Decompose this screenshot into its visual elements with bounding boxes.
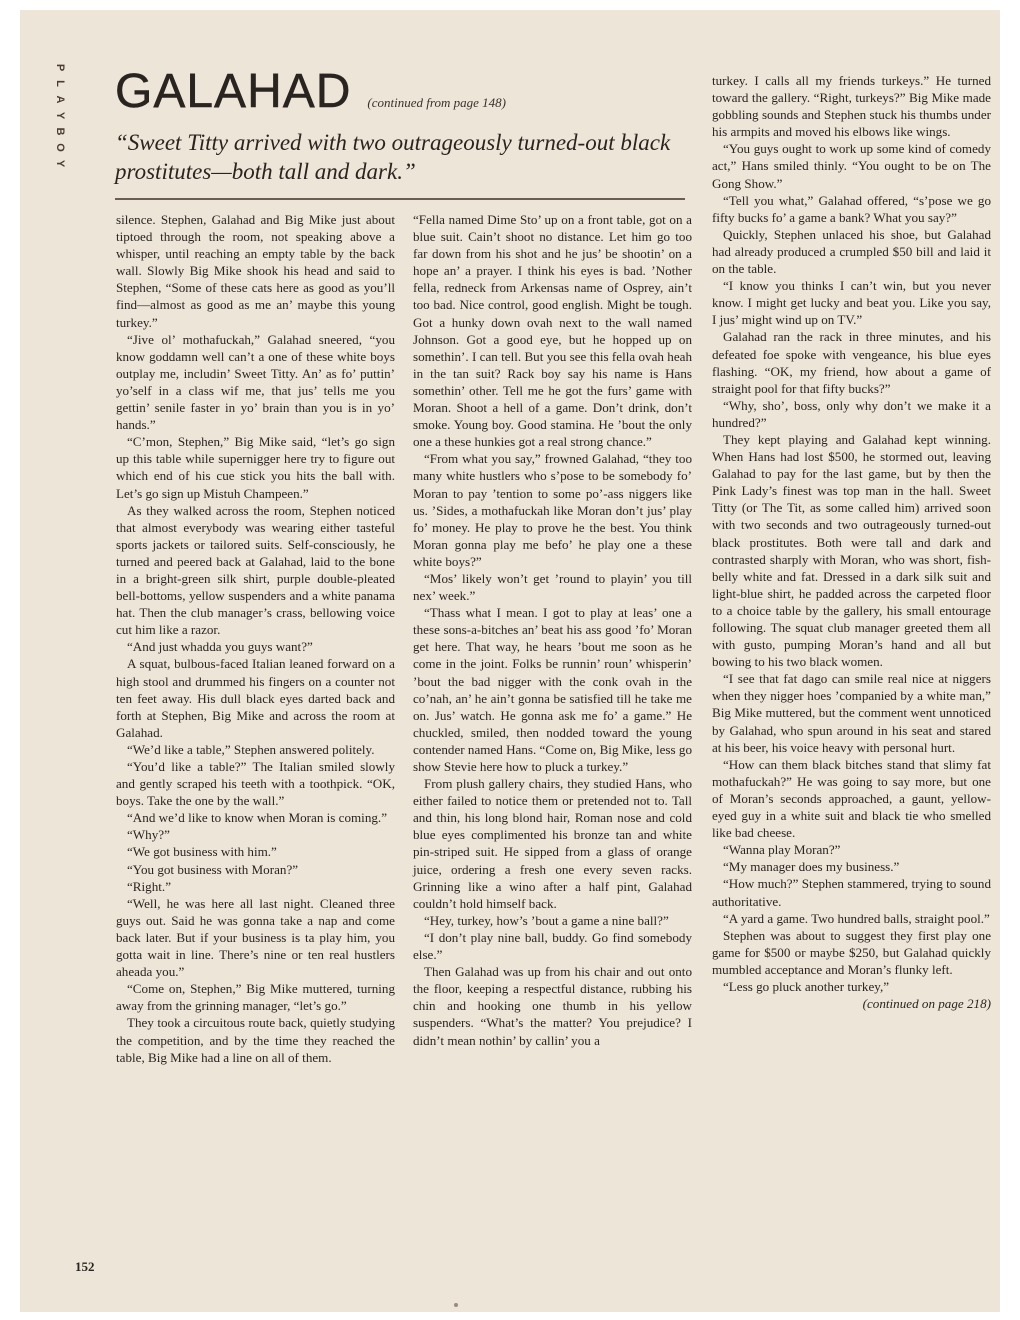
article-paragraph: “Less go pluck another turkey,” bbox=[723, 978, 890, 994]
article-paragraph: turkey. I calls all my friends turkeys.” He turned toward the gallery. “Right, turkeys?” Big Mike made gobbling sounds and Stephen stuck his thumbs under his armpits and moved his elbows like wings. bbox=[712, 73, 991, 140]
article-paragraph: “Fella named Dime Sto’ up on a front table, got on a blue suit. Cain’t shoot no distance. Let him go too far down from his shot and he jus’ be shootin’ on a hope an’ a prayer. I think his eyes is bad. ’Nother fella, redneck from Arkensas name of Osprey, ain’t too bad. Nice control, good english. Might be tough. Got a hunky down ovah next to the wall named Johnson. Got a good eye, but he hopped up on somethin’. I can tell. But you see this fella ovah heah in the tan suit? Rack boy say his name is Hans somethin’ other. Tell me he got the furs’ game with Moran. Shoot a hell of a game. Don’t drink, don’t smoke. Young boy. Good stamina. He ’bout the only one a these hunkies got a real strong chance.” bbox=[413, 212, 692, 450]
pull-quote: “Sweet Titty arrived with two outrageously turned-out black prostitutes—both tall and dark.” bbox=[115, 130, 671, 184]
article-paragraph: Stephen was about to suggest they first play one game for $500 or maybe $250, but Galahad quickly mumbled acceptance and Moran’s flunky left. bbox=[712, 927, 991, 977]
article-paragraph: “We’d like a table,” Stephen answered politely. bbox=[127, 741, 375, 757]
article-paragraph: “Hey, turkey, how’s ’bout a game a nine ball?” bbox=[424, 912, 669, 928]
article-title: GALAHAD bbox=[115, 65, 352, 118]
text-column-2 bbox=[413, 211, 692, 1049]
page-number: 152 bbox=[75, 1259, 95, 1274]
article-paragraph: Quickly, Stephen unlaced his shoe, but Galahad had already produced a crumpled $50 bill and laid it on the table. bbox=[712, 226, 991, 277]
article-paragraph: “Tell you what,” Galahad offered, “s’pose we go fifty bucks fo’ a game a bank? What you say?” bbox=[712, 192, 991, 225]
header-divider bbox=[115, 198, 685, 200]
article-paragraph: Galahad ran the rack in three minutes, and his defeated foe spoke with vengeance, his blue eyes flashing. “OK, my friend, how about a game of straight pool for that fifty bucks?” bbox=[712, 329, 991, 396]
article-paragraph: “Come on, Stephen,” Big Mike muttered, turning away from the grinning manager, “let’s go.” bbox=[116, 981, 395, 1014]
article-paragraph: “How can them black bitches stand that slimy fat mothafuckah?” He was going to say more, but one of Moran’s seconds approached, a gaunt, yellow-eyed guy in a white suit and black tie who smelled like bad cheese. bbox=[712, 756, 991, 841]
vertical-letter: Y bbox=[54, 159, 66, 169]
article-paragraph: “C’mon, Stephen,” Big Mike said, “let’s go sign up this table while supernigger here try to figure out which end of his cue stick you hits the ball with. Let’s go sign up Mistuh Champeen.” bbox=[116, 434, 395, 501]
article-paragraph: “You got business with Moran?” bbox=[127, 861, 299, 877]
article-paragraph: “Well, he was here all last night. Cleaned three guys out. Said he was gonna take a nap and come back later. But if your business is ta play him, you gotta wait in line. There’s nine or ten real hustlers aheada you.” bbox=[116, 895, 395, 980]
article-paragraph: “I see that fat dago can smile real nice at niggers when they nigger hoes ’companied by a white man,” Big Mike muttered, but the comment went unnoticed by Galahad, who spun around in his seat and stared at his beer, his voice heavy with personal hurt. bbox=[712, 671, 991, 755]
article-paragraph: “We got business with him.” bbox=[127, 844, 277, 860]
vertical-letter: O bbox=[54, 143, 66, 153]
article-paragraph: “How much?” Stephen stammered, trying to sound authoritative. bbox=[712, 876, 991, 909]
article-paragraph: “You’d like a table?” The Italian smiled slowly and gently scraped his teeth with a toothpick. “OK, boys. Take the one by the wall.” bbox=[116, 759, 395, 809]
article-paragraph: “And we’d like to know when Moran is coming.” bbox=[127, 810, 388, 826]
article-paragraph: A squat, bulbous-faced Italian leaned forward on a high stool and drummed his fingers on a counter not ten feet away. His dull black eyes darted back and forth at Stephen, Big Mike and across the room at Galahad. bbox=[116, 656, 395, 740]
vertical-letter: A bbox=[54, 95, 66, 105]
article-paragraph: “My manager does my business.” bbox=[723, 859, 900, 875]
article-paragraph: “Thass what I mean. I got to play at leas’ one a these sons-a-bitches an’ beat his ass good ’fo’ Moran get here. That way, he hears ’bout me soon as he come in the joint. Folks be runnin’ roun’ whisperin’ ’bout the bad nigger with the conk ovah in the co’nah, an’ he ain’t gonna be satisfied till he take me on. Jus’ watch. He gonna ask me fo’ a game.” He chuckled, smiled, then nodded toward the young contender named Hans. “Come on, Big Mike, less go show Stevie here how to pluck a turkey.” bbox=[413, 605, 692, 774]
text-column-3 bbox=[712, 72, 991, 1012]
article-paragraph: Then Galahad was up from his chair and out onto the floor, keeping a respectful distance, rubbing his chin and hooking one thumb in his yellow suspenders. “What’s the matter? You prejudice? I didn’t mean nothin’ by callin’ you a bbox=[413, 964, 692, 1048]
article-paragraph: They took a circuitous route back, quietly studying the competition, and by the time they reached the table, Big Mike had a line on all of them. bbox=[116, 1015, 395, 1065]
article-paragraph: From plush gallery chairs, they studied Hans, who either failed to notice them or pretended not to. Tall and thin, his long blond hair, Roman nose and cold blue eyes complimented his bronze tan and white pin-striped suit. He sipped from a glass of orange juice, ordering a fresh one every seven racks. Grinning like a wino after a half pint, Galahad couldn’t hold himself back. bbox=[413, 776, 692, 911]
text-column-1 bbox=[116, 211, 395, 1066]
article-paragraph: “A yard a game. Two hundred balls, straight pool.” bbox=[723, 910, 990, 926]
article-paragraph: “I don’t play nine ball, buddy. Go find somebody else.” bbox=[413, 929, 692, 963]
article-paragraph: “Why?” bbox=[127, 827, 170, 843]
vertical-letter: Y bbox=[54, 111, 66, 121]
article-paragraph: “And just whadda you guys want?” bbox=[127, 639, 313, 655]
article-paragraph: “From what you say,” frowned Galahad, “they too many white hustlers who s’pose to be somebody fo’ Moran to pay ’tention to some po’-ass niggers like us. ’Sides, a mothafuckah like Moran don’t jus’ play fo’ money. He play to prove he the best. You think Moran gonna play me befo’ he play one a these white boys?” bbox=[413, 451, 692, 569]
article-paragraph: “Right.” bbox=[127, 878, 171, 894]
article-paragraph: “You guys ought to work up some kind of comedy act,” Hans smiled thinly. “You ought to be on The Gong Show.” bbox=[712, 141, 991, 191]
article-paragraph: As they walked across the room, Stephen noticed that almost everybody was wearing either tasteful sports jackets or tailored suits. Self-consciously, he turned and peered back at Galahad, laid to the bone in a bright-green silk shirt, purple double-pleated bell-bottoms, yellow suspenders and a white panama hat. Then the club manager’s crass, bellowing voice cut him like a razor. bbox=[116, 502, 395, 638]
article-paragraph: “I know you thinks I can’t win, but you never know. I might get lucky and beat you. Like you say, I jus’ might wind up on TV.” bbox=[712, 278, 991, 328]
article-paragraph: “Jive ol’ mothafuckah,” Galahad sneered, “you know goddamn well can’t a one of these white boys outplay me, includin’ Sweet Titty. An’ as fo’ puttin’ yo’self in a class wif me, that jus’ tells me you gettin’ senile faster in yo’ brain than you is in yo’ hands.” bbox=[116, 331, 395, 433]
magazine-name-vertical bbox=[50, 60, 70, 172]
vertical-letter: B bbox=[54, 127, 66, 137]
magazine-page bbox=[20, 10, 1000, 1312]
article-paragraph: “Mos’ likely won’t get ’round to playin’ you till nex’ week.” bbox=[413, 570, 692, 604]
vertical-letter: P bbox=[54, 63, 66, 73]
continued-to-note: (continued on page 218) bbox=[862, 996, 991, 1012]
continued-from-note: (continued from page 148) bbox=[367, 95, 506, 110]
page-blemish bbox=[454, 1303, 458, 1307]
article-paragraph: “Wanna play Moran?” bbox=[723, 842, 841, 858]
article-paragraph: They kept playing and Galahad kept winning. When Hans had lost $500, he stormed out, leaving Galahad to pay for the last game, but by then the Pink Lady’s finest was top man in the hall. Sweet Titty (or The Tit, as some called him) arrived soon with two seconds and two outrageously turned-out black prostitutes. Both were tall and dark and contrasted sharply with Moran, who was short, fish-belly white and fat. Dressed in a dark silk suit and light-blue shirt, he padded across the carpeted floor to a choice table by the gallery, his small entourage following. The squat club manager greeted them all with gusto, pumping Moran’s hand and all but bowing to his two black women. bbox=[712, 431, 991, 670]
article-paragraph: “Why, sho’, boss, only why don’t we make it a hundred?” bbox=[712, 397, 991, 430]
article-header bbox=[115, 64, 685, 119]
vertical-letter: L bbox=[54, 80, 66, 88]
article-paragraph: silence. Stephen, Galahad and Big Mike just about tiptoed through the room, not speaking above a whisper, until reaching an empty table by the back wall. Slowly Big Mike shook his head and said to Stephen, “Some of these cats here as good as you’ll find—almost as good as me an’ maybe this young turkey.” bbox=[116, 212, 395, 330]
